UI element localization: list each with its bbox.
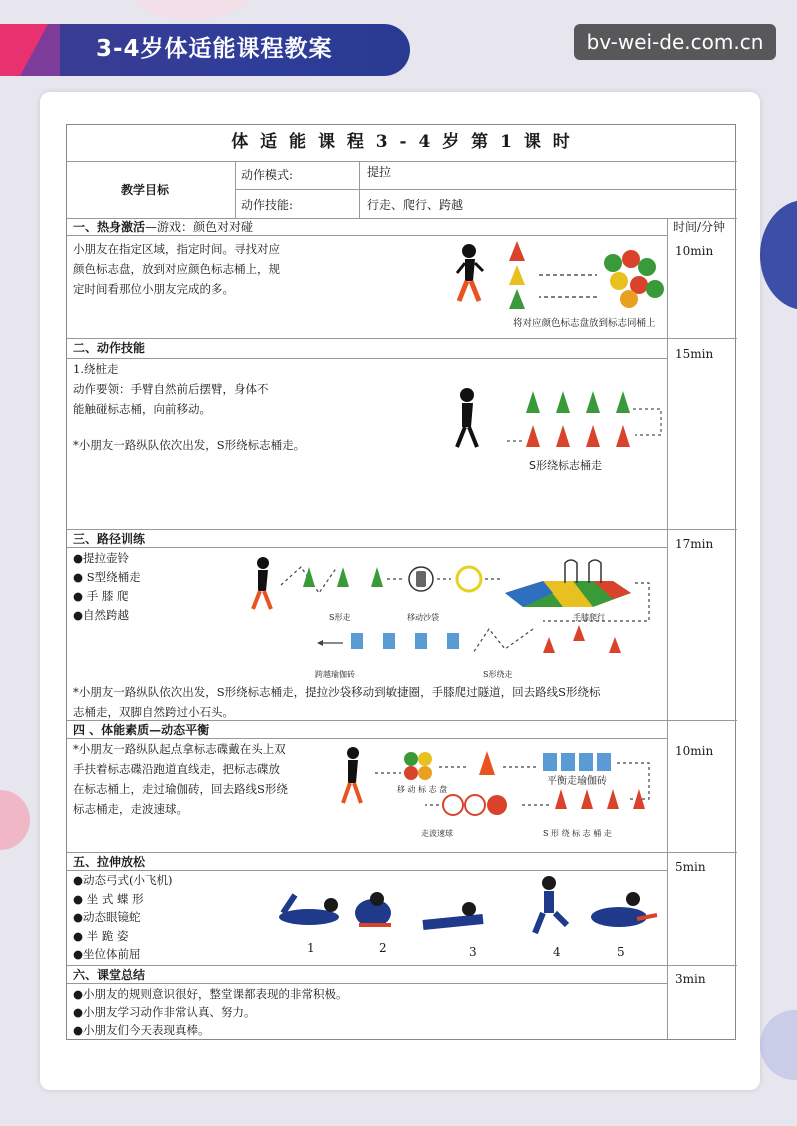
sandbag-icon [409, 567, 433, 591]
section3-heading: 三、路径训练 [73, 532, 146, 546]
tunnel-mat-icon [505, 560, 631, 607]
section2-text: 1.绕桩走 动作要领：手臂自然前后摆臂，身体不 能触碰标志桶，向前移动。 *小朋友一路纵队依次出发，S形绕标志桶走。 [73, 362, 306, 452]
section1-caption: 将对应颜色标志盘放到标志同桶上 [513, 318, 656, 329]
stretch-number-2: 2 [379, 941, 387, 955]
stretch-number-1: 1 [307, 941, 315, 955]
section2-illustration [447, 383, 667, 457]
cone-return-icon-group [543, 625, 621, 653]
stretch-pose-1-icon [279, 895, 339, 925]
stretch-pose-5-icon [591, 892, 657, 927]
section3-text: *小朋友一路纵队依次出发，S形绕标志桶走，提拉沙袋移动到敏捷圈，手膝爬过隧道，回去路线S形绕标 志桶走，双脚自然跨过小石头。 [73, 685, 601, 719]
cone-icon-group [303, 567, 383, 587]
section1-text: 小朋友在指定区域，指定时间。寻找对应 颜色标志盘，放到对应颜色标志桶上，规 定时间看那位小朋友完成的多。 [73, 242, 280, 296]
stretch-pose-4-icon [535, 876, 567, 933]
movement-skill-label: 动作技能: [241, 198, 294, 212]
section5-heading: 五、拉伸放松 [73, 855, 146, 869]
section2-heading: 二、动作技能 [73, 341, 146, 355]
banner-title: 3-4岁体适能课程教案 [96, 36, 333, 62]
orange-cone-icon [479, 751, 495, 775]
s3-label-brick: 跨越瑜伽砖 [315, 670, 355, 679]
bosu-ball-icon [443, 795, 507, 815]
stretch-number-3: 3 [469, 945, 477, 959]
time-header: 时间/分钟 [673, 220, 726, 234]
s3-label-s-walk: S形走 [329, 613, 351, 622]
s3-label-sandbag: 移动沙袋 [407, 613, 439, 622]
section4-time: 10min [675, 744, 714, 758]
yoga-brick-icon-group [543, 753, 611, 771]
stretch-number-5: 5 [617, 945, 625, 959]
s4-label-brick: 平衡走瑜伽砖 [547, 776, 607, 787]
section4-text: *小朋友一路纵队起点拿标志碟戴在头上双 手扶着标志碟沿跑道直线走，把标志碟放 在标志桶上，走过瑜伽砖，回去路线S形绕 标志桶走，走波速球。 [73, 742, 288, 816]
running-child-icon [457, 244, 483, 301]
section3-time: 17min [675, 537, 714, 551]
lesson-sheet [66, 124, 736, 1040]
s4-label-ball: 走波速球 [421, 829, 453, 838]
section4-illustration [329, 743, 665, 827]
section3-bullets: ●提拉壶铃 ● S型绕桶走 ● 手 膝 爬 ●自然跨越 [73, 551, 141, 622]
s3-label-crawl: 手膝爬行 [573, 613, 605, 622]
s4-label-s-cone: S 形 绕 标 志 桶 走 [543, 829, 612, 838]
cone-row-red-icon [526, 425, 630, 447]
section6-bullets: ●小朋友的规则意识很好，整堂课都表现的非常积极。 ●小朋友学习动作非常认真、努力。 ●小朋友们今天表现真棒。 [73, 987, 348, 1037]
stretch-pose-2-icon [355, 892, 391, 927]
stretch-pose-3-icon [423, 902, 483, 925]
agility-ring-icon [457, 567, 481, 591]
section2-caption: S形绕标志桶走 [529, 459, 602, 472]
yoga-brick-icon-group [351, 633, 459, 649]
section6-time: 3min [675, 972, 706, 986]
section5-illustration [273, 873, 663, 943]
s4-label-discs: 移 动 标 志 盘 [397, 785, 448, 794]
sheet-title: 体 适 能 课 程 3 - 4 岁 第 1 课 时 [231, 132, 573, 152]
stretch-number-4: 4 [553, 945, 561, 959]
marker-discs-icon [404, 752, 432, 780]
movement-skill-value: 行走、爬行、跨越 [367, 198, 464, 212]
cone-row-green-icon [526, 391, 630, 413]
running-child-icon [253, 557, 271, 609]
section6-heading: 六、课堂总结 [73, 968, 146, 982]
movement-pattern-label: 动作模式: [241, 168, 294, 182]
section4-heading: 四 、体能素质—动态平衡 [73, 723, 210, 737]
running-child-icon [343, 747, 361, 803]
section1-heading: 一、热身激活—游戏：颜色对对碰 [73, 220, 254, 234]
movement-pattern-value: 提拉 [367, 165, 392, 179]
section5-time: 5min [675, 860, 706, 874]
marker-discs-icon [604, 250, 664, 308]
watermark: bv-wei-de.com.cn [574, 24, 776, 60]
goal-label: 教学目标 [121, 183, 170, 197]
section1-time: 10min [675, 244, 714, 258]
section2-time: 15min [675, 347, 714, 361]
cone-stack-icon [509, 241, 525, 309]
running-child-icon [457, 388, 477, 447]
section3-illustration [243, 553, 663, 665]
section1-illustration [447, 239, 667, 315]
section5-bullets: ●动态弓式(小飞机) ● 坐 式 蝶 形 ●动态眼镜蛇 ● 半 跪 姿 ●坐位体前屈 [73, 873, 173, 961]
s3-label-s-return: S形绕走 [483, 670, 513, 679]
